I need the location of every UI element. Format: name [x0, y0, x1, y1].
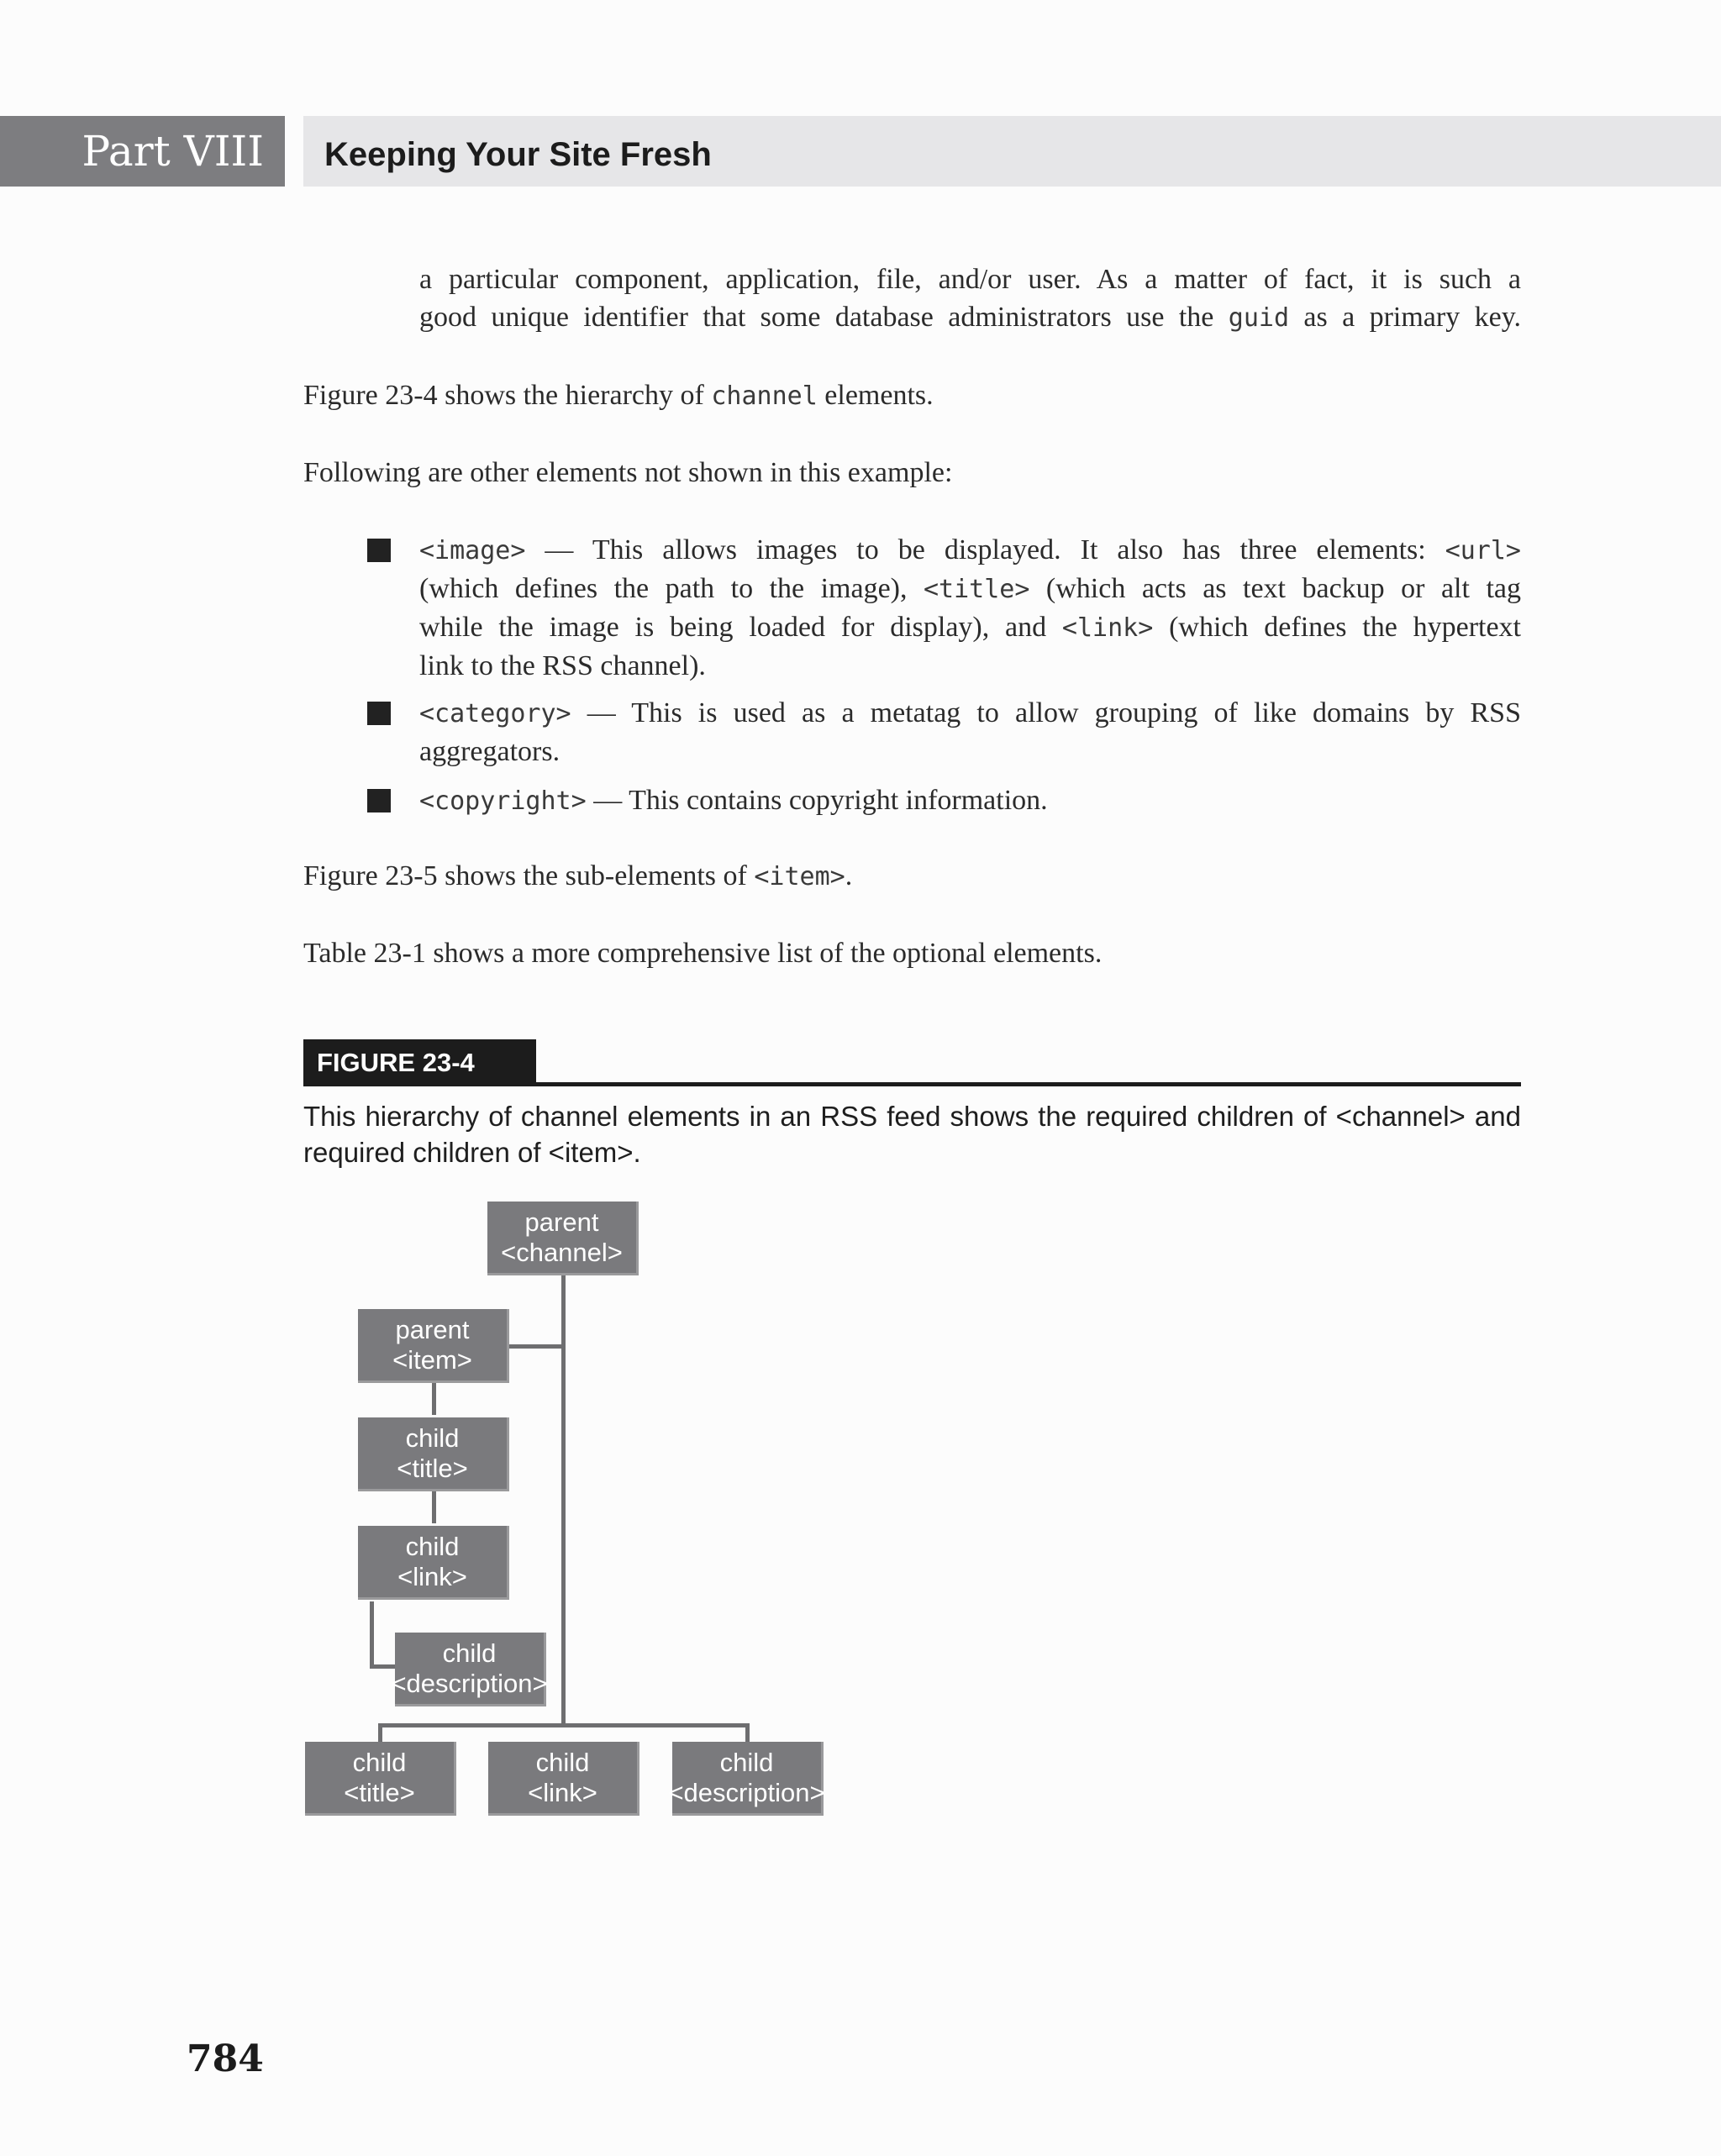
bullet-square-icon — [367, 702, 391, 725]
code-copyright: <copyright> — [419, 786, 587, 816]
node-role: parent — [395, 1314, 470, 1344]
guid-paragraph-line-2 — [419, 298, 1521, 337]
text: . — [845, 860, 853, 891]
bullet-item-copyright — [419, 781, 1521, 820]
code-channel: channel — [711, 381, 818, 411]
node-tag: <link> — [528, 1777, 597, 1807]
child-title-drop-line — [378, 1723, 382, 1742]
figure-caption-line-1: This hierarchy of channel elements in an RSS feed shows the required children of <channel> and — [303, 1101, 1521, 1132]
item-to-title-line — [432, 1383, 436, 1415]
bullet-square-icon — [367, 789, 391, 812]
node-role: child — [535, 1747, 590, 1777]
item-connector-line — [508, 1344, 563, 1349]
figure-rule — [536, 1082, 1521, 1086]
node-tag: <item> — [392, 1344, 472, 1375]
bullet-line — [419, 531, 1521, 570]
node-item-title — [358, 1417, 509, 1491]
text: This allows images to be displayed. It also has three elements: — [592, 534, 1445, 565]
bullet-line — [419, 570, 1521, 608]
guid-paragraph-line-1: a particular component, application, file, and/or user. As a matter of fact, it is such a — [419, 264, 1521, 295]
em-dash: — — [525, 534, 592, 565]
node-role: child — [442, 1638, 497, 1668]
chapter-title: Keeping Your Site Fresh — [303, 116, 1721, 187]
em-dash: — — [571, 697, 632, 728]
bullet-line — [419, 781, 1521, 820]
code-image: <image> — [419, 536, 526, 565]
bullet-line: aggregators. — [419, 736, 561, 767]
node-role: child — [405, 1422, 460, 1453]
figure-5-reference-paragraph — [303, 857, 1564, 896]
code-guid: guid — [1228, 303, 1290, 333]
node-tag: <channel> — [501, 1237, 623, 1267]
text: elements. — [817, 380, 934, 411]
following-paragraph: Following are other elements not shown in this example: — [303, 457, 953, 488]
text: good unique identifier that some database administrators use the — [419, 302, 1229, 333]
text: (which defines the path to the image), — [419, 573, 924, 604]
code-item: <item> — [754, 862, 845, 891]
title-to-link-line — [432, 1491, 436, 1523]
node-role: child — [352, 1747, 407, 1777]
node-role: parent — [524, 1207, 599, 1237]
node-tag: <description> — [668, 1777, 825, 1807]
text: (which defines the hypertext — [1153, 612, 1522, 643]
figure-caption-line-2: required children of <item>. — [303, 1137, 641, 1168]
text: while the image is being loaded for display), and — [419, 612, 1062, 643]
text: This is used as a metatag to allow grouping of like domains by RSS — [631, 697, 1521, 728]
node-role: child — [719, 1747, 774, 1777]
page-number: 784 — [187, 2038, 264, 2080]
em-dash: — — [586, 785, 629, 816]
code-url: <url> — [1445, 536, 1521, 565]
bullet-line: link to the RSS channel). — [419, 650, 706, 681]
bullet-line — [419, 694, 1521, 733]
link-to-description-line — [370, 1601, 374, 1669]
node-tag: <description> — [391, 1668, 548, 1698]
code-category: <category> — [419, 699, 571, 728]
node-item-link — [358, 1526, 509, 1600]
bullet-item-category — [419, 694, 1521, 770]
text: (which acts as text backup or alt tag — [1029, 573, 1521, 604]
text: as a primary key. — [1289, 302, 1521, 333]
figure-4-reference-paragraph — [303, 376, 1564, 415]
figure-label: FIGURE 23-4 — [303, 1039, 536, 1086]
code-link: <link> — [1061, 613, 1154, 643]
node-tag: <link> — [397, 1561, 467, 1591]
channel-trunk-line — [561, 1275, 566, 1727]
part-label: Part VIII — [0, 116, 285, 187]
node-channel-title — [305, 1742, 456, 1816]
child-description-drop-line — [745, 1723, 750, 1742]
node-tag: <title> — [397, 1453, 468, 1483]
bullet-line — [419, 608, 1521, 647]
node-item — [358, 1309, 509, 1383]
code-title: <title> — [924, 575, 1030, 604]
node-channel-description — [668, 1742, 825, 1816]
node-channel-link — [488, 1742, 639, 1816]
node-tag: <title> — [344, 1777, 415, 1807]
text: Figure 23-5 shows the sub-elements of — [303, 860, 755, 891]
node-item-description — [391, 1633, 548, 1706]
bullet-item-image — [419, 531, 1521, 685]
table-reference-paragraph: Table 23-1 shows a more comprehensive list of the optional elements. — [303, 938, 1103, 969]
figure-caption — [303, 1098, 1521, 1170]
bullet-square-icon — [367, 539, 391, 562]
node-channel — [487, 1202, 639, 1275]
node-role: child — [405, 1531, 460, 1561]
guid-paragraph — [419, 260, 1521, 337]
text: This contains copyright information. — [629, 785, 1048, 816]
text: Figure 23-4 shows the hierarchy of — [303, 380, 712, 411]
children-horizontal-line — [378, 1723, 750, 1727]
